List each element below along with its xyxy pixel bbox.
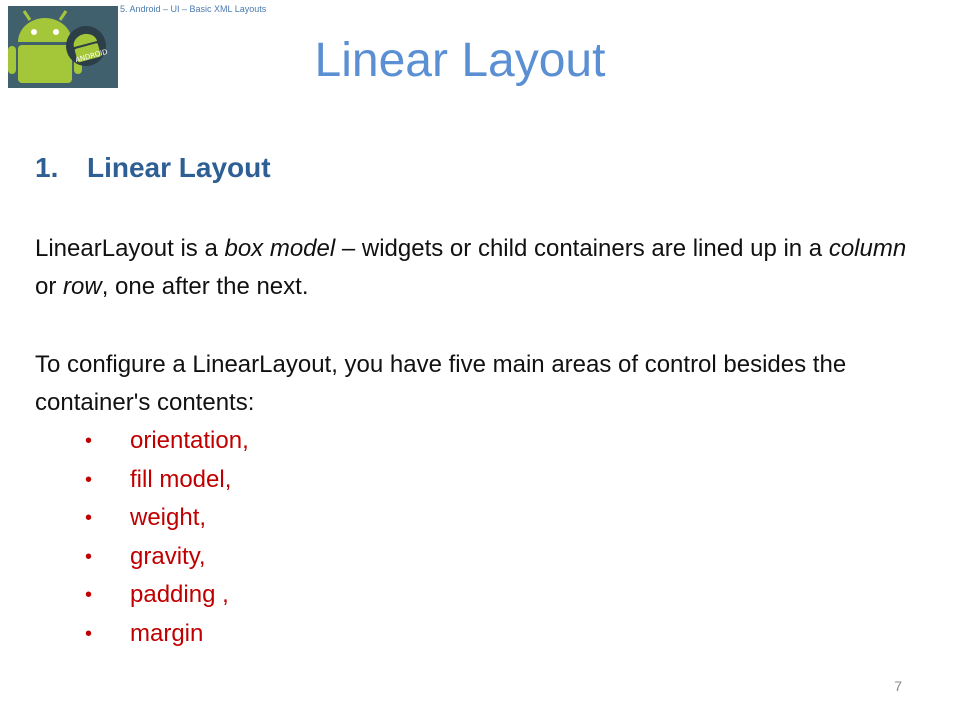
bullet-dot-icon: •: [85, 507, 93, 529]
para1-italic-box-model: box model: [224, 235, 336, 262]
bullet-dot-icon: •: [85, 622, 93, 645]
bullet-text: gravity,: [130, 542, 206, 570]
para1-part4: , one after the next.: [101, 273, 309, 300]
bullet-dot-icon: •: [85, 430, 93, 452]
bullet-text: padding ,: [130, 581, 229, 608]
header-caption: 5. Android – UI – Basic XML Layouts: [120, 4, 267, 14]
bullet-text: fill model,: [130, 465, 232, 493]
bullet-dot-icon: •: [85, 545, 93, 568]
page-number: 7: [894, 678, 902, 694]
bullet-text: margin: [130, 619, 204, 647]
bullet-dot-icon: •: [85, 468, 93, 491]
bullet-dot-icon: •: [85, 584, 93, 606]
section-number: 1.: [35, 152, 59, 183]
para1-part1: LinearLayout is a: [35, 235, 225, 262]
section-heading: [35, 152, 271, 184]
paragraph-configure: To configure a LinearLayout, you have five main areas of control besides the container's contents:: [35, 351, 847, 416]
para1-italic-column: column: [828, 235, 907, 262]
section-heading-text: Linear Layout: [87, 152, 271, 183]
para1-part2: – widgets or child containers are lined up in a: [335, 235, 829, 262]
logo-text: ANDROID: [74, 47, 109, 65]
para1-part3: or: [35, 273, 64, 300]
slide-title: Linear Layout: [314, 34, 606, 87]
bullet-text: orientation,: [130, 427, 249, 454]
bullet-text: weight,: [130, 504, 207, 531]
paragraph-box-model: [35, 230, 915, 306]
para1-italic-row: row: [63, 273, 102, 300]
